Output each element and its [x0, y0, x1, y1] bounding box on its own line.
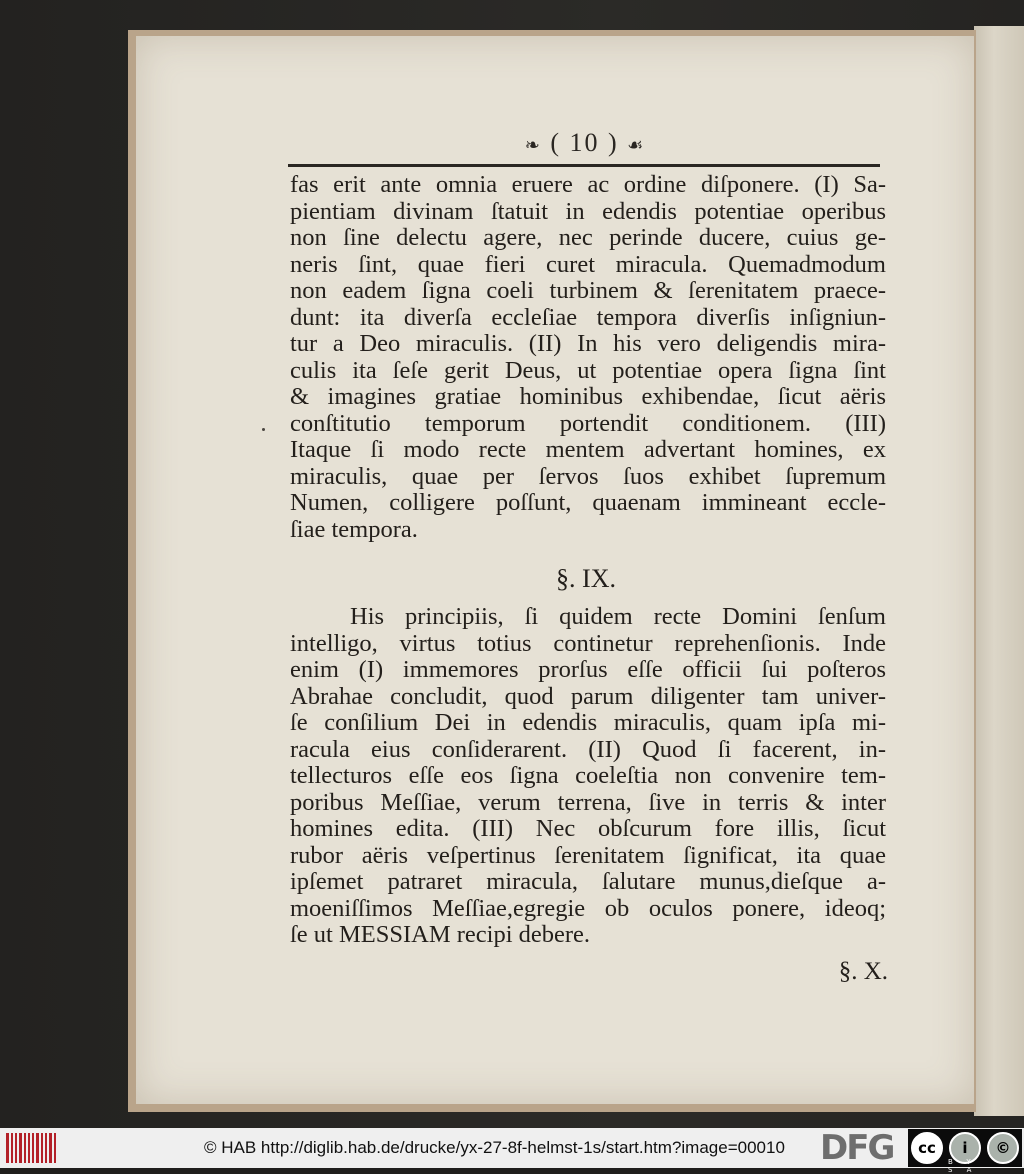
ornament-right-icon: ☙ — [627, 135, 646, 155]
text-line: tur a Deo miraculis. (II) In his vero deligendis mira- — [290, 330, 886, 357]
text-line: moeniſſimos Meſſiae,egregie ob oculos ponere, ideoq; — [290, 894, 886, 922]
ornament-left-icon: ❧ — [524, 135, 542, 155]
text-line: dunt: ita diverſa eccleſiae tempora diverſis inſigniun- — [290, 303, 886, 331]
text-line: poribus Meſſiae, verum terrena, ſive in terris & inter — [290, 788, 886, 816]
text-line: non eadem ſigna coeli turbinem & ſerenitatem praece- — [290, 277, 886, 304]
paragraph-1 — [290, 172, 886, 543]
header-rule — [288, 164, 880, 167]
text-line: ipſemet patraret miracula, ſalutare munus,dieſque a- — [290, 868, 886, 895]
text-line: Numen, colligere poſſunt, quaenam immineant eccle- — [290, 489, 886, 516]
cc-icon: cc — [911, 1132, 943, 1164]
text-line: tellecturos eſſe eos ſigna coeleſtia non convenire tem- — [290, 762, 886, 789]
share-alike-icon: © — [987, 1132, 1019, 1164]
paragraph-2 — [290, 604, 886, 949]
credit-link[interactable]: © HAB http://diglib.hab.de/drucke/yx-27-8f-helmst-1s/start.htm?image=00010 — [204, 1138, 785, 1157]
text-line: ſiae tempora. — [290, 515, 418, 543]
text-line: pientiam divinam ſtatuit in edendis potentiae operibus — [290, 197, 886, 225]
text-line: fas erit ante omnia eruere ac ordine diſponere. (I) Sa- — [290, 171, 886, 198]
dfg-logo[interactable]: DFG — [820, 1128, 894, 1168]
text-line: enim (I) immemores prorſus eſſe officii ſui poſteros — [290, 656, 886, 683]
ink-speck — [262, 428, 265, 431]
text-line: rubor aëris veſpertinus ſerenitatem ſignificat, ita quae — [290, 841, 886, 869]
attribution-icon: i — [949, 1132, 981, 1164]
catchword: §. X. — [838, 958, 888, 985]
text-line: Itaque ſi modo recte mentem advertant homines, ex — [290, 436, 886, 463]
barcode-icon — [6, 1132, 56, 1164]
text-line: neris ſint, quae fieri curet miracula. Quemadmodum — [290, 250, 886, 278]
text-line: conſtitutio temporum portendit conditionem. (III) — [290, 409, 886, 437]
next-page-edge — [974, 26, 1024, 1116]
text-line: ſe ut MESSIAM recipi debere. — [290, 921, 591, 948]
section-heading: §. IX. — [556, 564, 616, 593]
text-line: miraculis, quae per ſervos ſuos exhibet ſupremum — [290, 462, 886, 490]
text-line: & imagines gratiae hominibus exhibendae, ſicut aëris — [290, 383, 886, 410]
text-line: Abrahae concludit, quod parum diligenter tam univer- — [290, 682, 886, 710]
page-number: ( 10 ) — [550, 128, 619, 157]
text-line: His principiis, ſi quidem recte Domini ſenſum — [350, 603, 886, 630]
text-line: racula eius conſiderarent. (II) Quod ſi facerent, in- — [290, 735, 886, 763]
text-line: ſe conſilium Dei in edendis miraculis, quam ipſa mi- — [290, 709, 886, 736]
running-head — [290, 128, 880, 158]
text-line: intelligo, virtus totius continetur reprehenſionis. Inde — [290, 629, 886, 657]
text-line: non ſine delectu agere, nec perinde ducere, cuius ge- — [290, 224, 886, 251]
text-line: homines edita. (III) Nec obſcurum fore illis, ſicut — [290, 815, 886, 842]
text-line: culis ita ſeſe gerit Deus, ut potentiae opera ſigna ſint — [290, 356, 886, 384]
cc-license-labels: BY SA — [948, 1158, 986, 1174]
